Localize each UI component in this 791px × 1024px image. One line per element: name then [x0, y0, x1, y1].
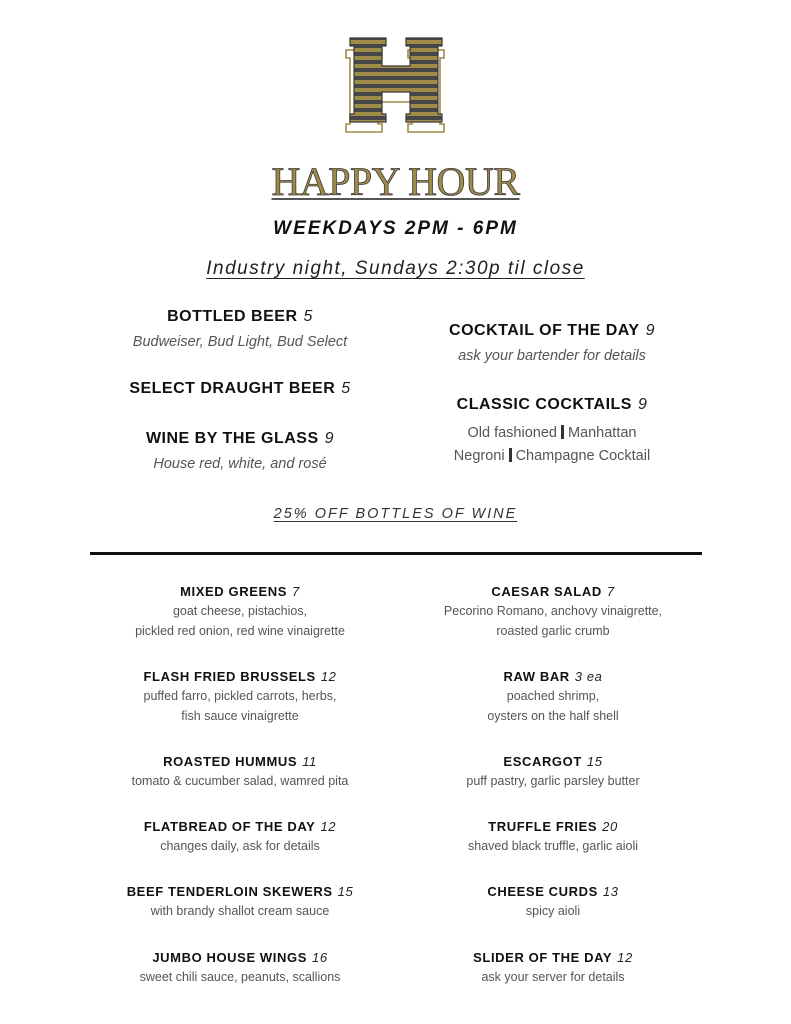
food-name: ROASTED HUMMUS	[163, 754, 298, 769]
food-item	[80, 818, 400, 856]
drink-description: Budweiser, Bud Light, Bud Select	[132, 334, 348, 350]
drink-price: 9	[645, 322, 655, 339]
food-price: 11	[302, 754, 317, 769]
drink-description: ask your bartender for details	[458, 348, 646, 364]
food-price: 15	[337, 884, 354, 899]
section-divider	[90, 552, 702, 555]
drink-item	[90, 308, 390, 350]
drink-name: CLASSIC COCKTAILS	[456, 396, 632, 413]
food-price: 16	[311, 950, 328, 965]
drink-name: WINE BY THE GLASS	[145, 430, 319, 447]
food-price: 12	[617, 950, 633, 965]
food-name: TRUFFLE FRIES	[488, 819, 598, 834]
food-description: changes daily, ask for details	[160, 839, 320, 853]
food-name: BEEF TENDERLOIN SKEWERS	[126, 884, 333, 899]
food-description: oysters on the half shell	[487, 709, 619, 723]
food-item	[80, 668, 400, 726]
drink-name: COCKTAIL OF THE DAY	[449, 322, 640, 339]
drink-item	[402, 396, 702, 468]
food-description: roasted garlic crumb	[496, 624, 610, 638]
food-item	[80, 753, 400, 791]
h-logo	[342, 36, 450, 134]
food-name: CHEESE CURDS	[487, 884, 598, 899]
food-item	[393, 668, 713, 726]
page-title: HAPPY HOUR	[271, 159, 520, 204]
food-item	[393, 583, 713, 641]
drink-price: 5	[303, 308, 313, 325]
food-item	[393, 949, 713, 987]
food-name: JUMBO HOUSE WINGS	[152, 950, 307, 965]
food-description: shaved black truffle, garlic aioli	[468, 839, 638, 853]
industry-night-note: Industry night, Sundays 2:30p til close	[206, 258, 585, 279]
drink-description: House red, white, and rosé	[153, 456, 327, 472]
cocktail-name: Champagne Cocktail	[515, 448, 651, 464]
separator-bar	[509, 448, 512, 462]
food-description: tomato & cucumber salad, wamred pita	[131, 774, 349, 788]
food-name: FLATBREAD OF THE DAY	[143, 819, 316, 834]
food-name: FLASH FRIED BRUSSELS	[143, 669, 316, 684]
drink-name: SELECT DRAUGHT BEER	[129, 380, 336, 397]
food-price: 15	[586, 754, 603, 769]
food-price: 12	[320, 819, 337, 834]
food-price: 7	[292, 584, 300, 599]
drink-price: 9	[324, 430, 335, 447]
food-name: CAESAR SALAD	[491, 584, 602, 599]
drink-item	[402, 322, 702, 364]
food-description: puff pastry, garlic parsley butter	[466, 774, 640, 788]
cocktail-list	[402, 422, 702, 468]
happy-hour-times: WEEKDAYS 2PM - 6PM	[273, 218, 518, 239]
food-name: MIXED GREENS	[180, 584, 288, 599]
food-price: 20	[602, 819, 618, 834]
food-item	[80, 949, 400, 987]
food-description: with brandy shallot cream sauce	[150, 904, 330, 918]
food-price: 12	[320, 669, 337, 684]
food-item	[393, 753, 713, 791]
food-description: sweet chili sauce, peanuts, scallions	[139, 970, 341, 984]
food-price: 7	[606, 584, 615, 599]
drink-item	[90, 380, 390, 398]
drink-price: 5	[341, 380, 351, 397]
wine-discount: 25% OFF BOTTLES OF WINE	[273, 506, 518, 522]
drink-name: BOTTLED BEER	[167, 308, 298, 325]
food-description: Pecorino Romano, anchovy vinaigrette,	[443, 604, 663, 618]
food-item	[393, 883, 713, 921]
food-price: 3 ea	[574, 669, 603, 684]
cocktail-name: Old fashioned	[467, 425, 557, 441]
drink-item	[90, 430, 390, 472]
food-name: RAW BAR	[503, 669, 570, 684]
food-description: puffed farro, pickled carrots, herbs,	[143, 689, 337, 703]
food-name: SLIDER OF THE DAY	[473, 950, 613, 965]
cocktail-name: Manhattan	[567, 425, 637, 441]
food-item	[80, 583, 400, 641]
food-description: spicy aioli	[525, 904, 581, 918]
food-description: poached shrimp,	[506, 689, 600, 703]
food-description: fish sauce vinaigrette	[181, 709, 299, 723]
food-name: ESCARGOT	[503, 754, 582, 769]
cocktail-name: Negroni	[453, 448, 505, 464]
food-description: pickled red onion, red wine vinaigrette	[135, 624, 345, 638]
food-price: 13	[602, 884, 619, 899]
food-description: goat cheese, pistachios,	[172, 604, 308, 618]
food-item	[393, 818, 713, 856]
food-item	[80, 883, 400, 921]
drink-price: 9	[637, 396, 648, 413]
food-description: ask your server for details	[481, 970, 625, 984]
separator-bar	[561, 425, 564, 439]
